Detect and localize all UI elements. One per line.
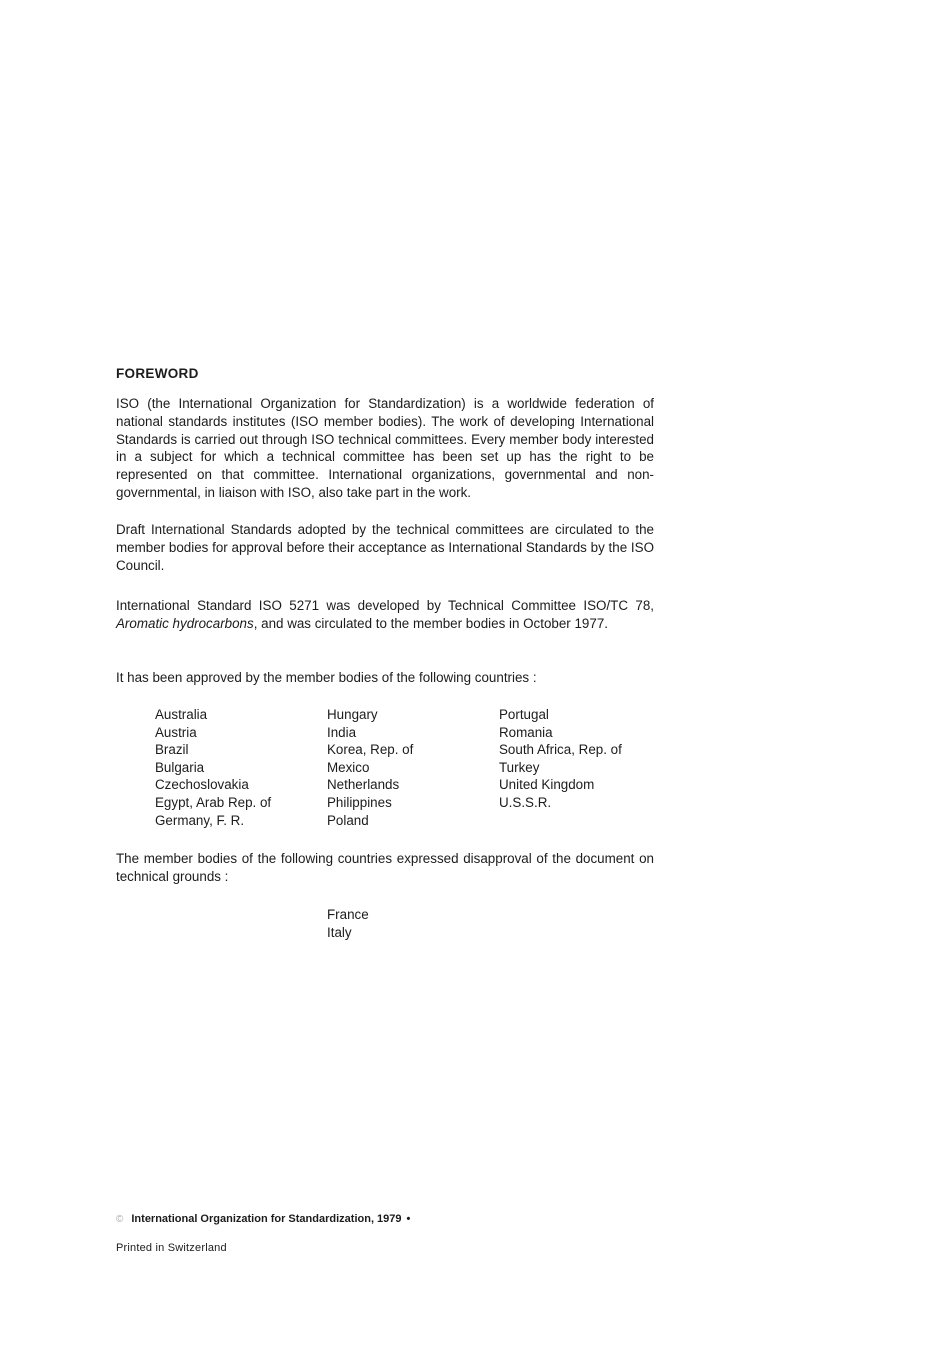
- country-item: Egypt, Arab Rep. of: [155, 794, 272, 810]
- approving-countries-column-1: [155, 706, 271, 829]
- disapproving-countries-list: [327, 906, 369, 943]
- country-item: Hungary: [327, 707, 378, 722]
- country-item: Germany, F. R.: [155, 812, 245, 828]
- country-item: South Africa, Rep. of: [499, 742, 622, 758]
- foreword-paragraph-standard-development: [116, 597, 654, 633]
- foreword-paragraph-iso-intro: ISO (the International Organization for Standardization) is a worldwide federation of national standards institutes (ISO member bodies). The work of developing International Standards is carried out through ISO technical committees. Every member body interested in a subject for which a technical committee has been set up has the right to be represented on that committee. International organizations, governmental and non-governmental, in liaison with ISO, also take part in the work.: [116, 396, 654, 500]
- printed-location: Printed in Switzerland: [116, 1242, 227, 1254]
- country-item: Mexico: [327, 759, 370, 775]
- committee-title: Aromatic hydrocarbons: [116, 615, 254, 631]
- country-item: France: [327, 907, 369, 922]
- copyright-notice: [116, 1213, 410, 1225]
- country-item: Austria: [155, 724, 197, 740]
- country-item: Bulgaria: [155, 759, 205, 775]
- country-item: Australia: [155, 707, 208, 722]
- country-item: Poland: [327, 812, 369, 828]
- foreword-heading: FOREWORD: [116, 366, 199, 381]
- approving-countries-column-2: [327, 706, 413, 829]
- country-item: Romania: [499, 724, 553, 740]
- bullet-icon: •: [406, 1213, 411, 1225]
- country-item: Brazil: [155, 742, 189, 758]
- copyright-icon: ©: [116, 1214, 124, 1225]
- country-item: United Kingdom: [499, 777, 595, 793]
- copyright-text: International Organization for Standardization, 1979: [131, 1213, 402, 1225]
- country-item: India: [327, 724, 357, 740]
- country-item: Philippines: [327, 794, 392, 810]
- paragraph-text-before: International Standard ISO 5271 was developed by Technical Committee ISO/TC 78,: [116, 598, 654, 613]
- country-item: Italy: [327, 925, 352, 941]
- country-item: Korea, Rep. of: [327, 742, 414, 758]
- foreword-paragraph-approval: It has been approved by the member bodies of the following countries :: [116, 670, 537, 685]
- country-item: Netherlands: [327, 777, 400, 793]
- country-item: Czechoslovakia: [155, 777, 249, 793]
- paragraph-text-after: , and was circulated to the member bodies in October 1977.: [253, 615, 608, 631]
- country-item: Turkey: [499, 759, 540, 775]
- foreword-paragraph-draft-standards: Draft International Standards adopted by the technical committees are circulated to the member bodies for approval before their acceptance as International Standards by the ISO Council.: [116, 522, 654, 573]
- country-item: U.S.S.R.: [499, 794, 552, 810]
- approving-countries-column-3: [499, 706, 622, 812]
- foreword-paragraph-disapproval: The member bodies of the following countries expressed disapproval of the document on technical grounds :: [116, 851, 654, 884]
- country-item: Portugal: [499, 707, 549, 722]
